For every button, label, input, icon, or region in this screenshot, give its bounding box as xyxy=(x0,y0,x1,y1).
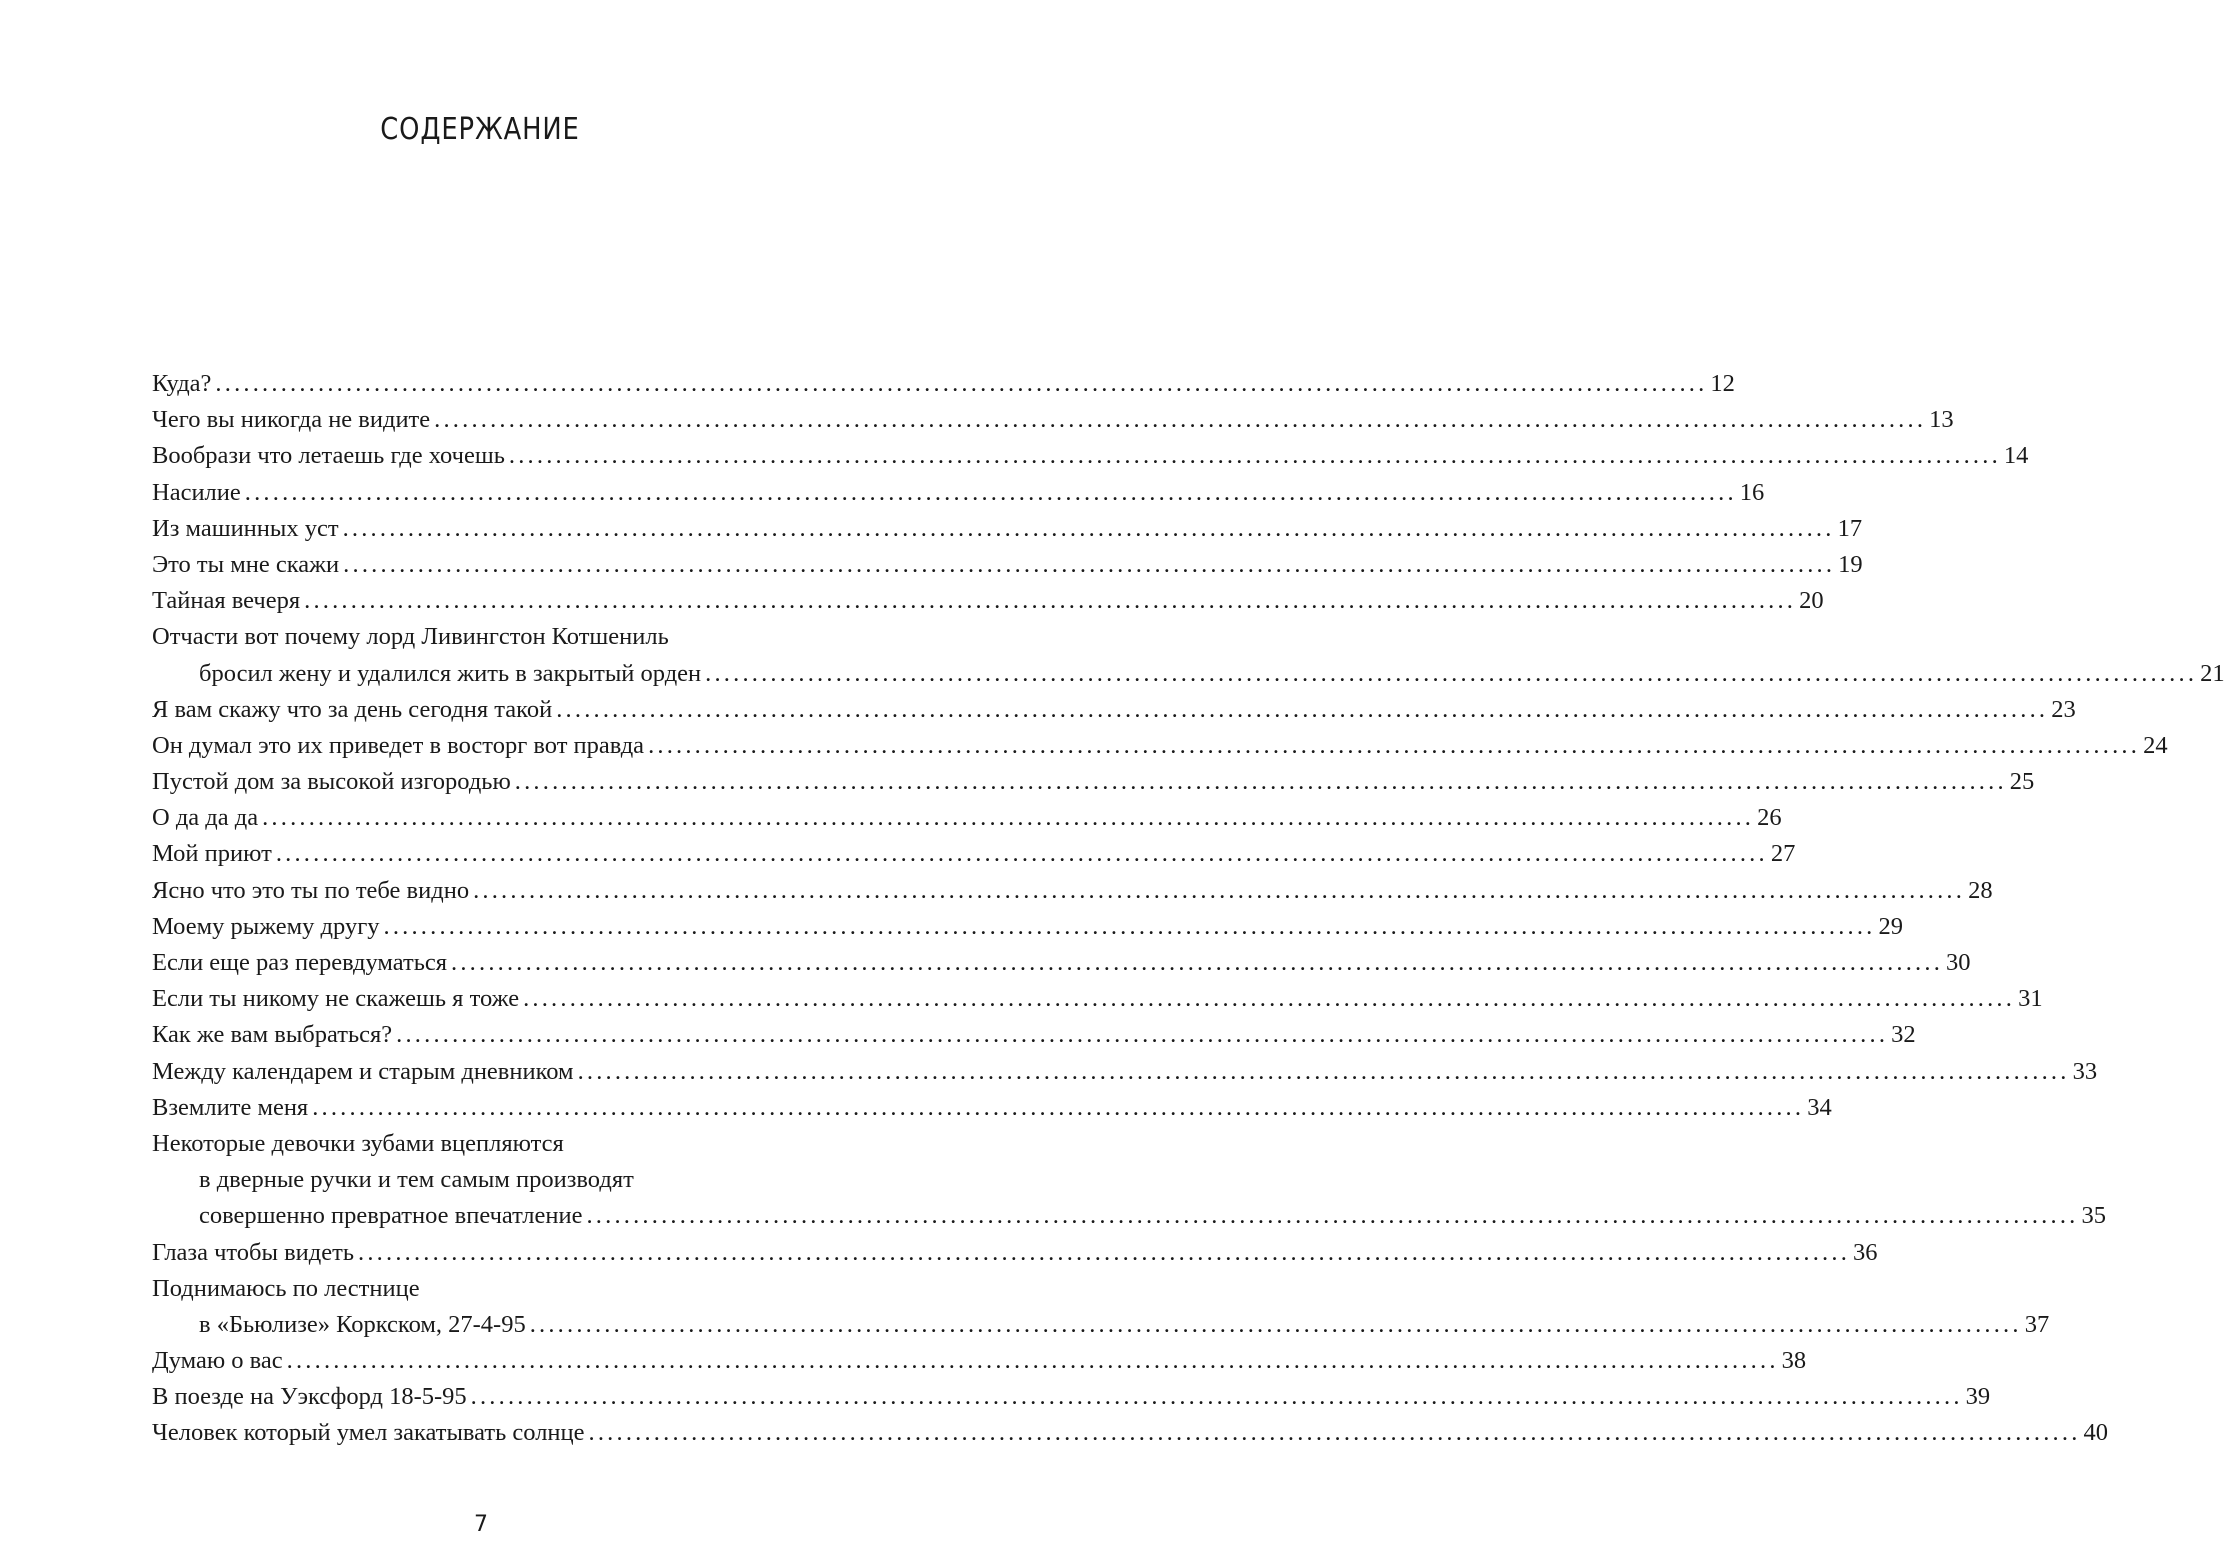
toc-entry-title: бросил жену и удалился жить в закрытый орден xyxy=(199,659,702,687)
toc-entry-page-number: 38 xyxy=(1781,1347,1807,1375)
dot-leader: ................................................................................................................................................................ xyxy=(470,1383,1963,1411)
toc-entry xyxy=(152,1090,1832,1126)
dot-leader: ................................................................................................................................................................ xyxy=(396,1021,1889,1049)
toc-entry-page-number: 32 xyxy=(1891,1021,1916,1049)
toc-entry-title: Чего вы никогда не видите xyxy=(152,406,431,434)
toc-entry-title: Тайная вечеря xyxy=(152,587,301,615)
toc-entry-title: Насилие xyxy=(152,478,241,506)
toc-entry xyxy=(152,1017,1916,1053)
toc-entry-line xyxy=(152,1054,2098,1090)
toc-entry-page-number: 23 xyxy=(2051,695,2076,723)
dot-leader: ................................................................................................................................................................ xyxy=(434,406,1927,434)
toc-entry-page-number: 19 xyxy=(1838,550,1863,578)
dot-leader: ................................................................................................................................................................ xyxy=(343,550,1836,578)
toc-entry-line xyxy=(152,583,1824,619)
toc-entry-page-number: 33 xyxy=(2072,1057,2098,1085)
toc-entry-title: Вземлите меня xyxy=(152,1093,309,1121)
toc-entry-page-number: 39 xyxy=(1965,1383,1991,1411)
toc-entry-title: Если еще раз перевдуматься xyxy=(152,949,448,976)
toc-entry-title: в дверные ручки и тем самым производят xyxy=(199,1166,634,1194)
toc-entry xyxy=(152,764,2035,800)
toc-entry-line xyxy=(152,1343,1807,1379)
toc-entry-page-number: 21 xyxy=(2200,659,2225,687)
dot-leader: ................................................................................................................................................................ xyxy=(529,1310,2022,1338)
toc-entry-title: О да да да xyxy=(152,804,259,832)
dot-leader: ................................................................................................................................................................ xyxy=(244,478,1737,506)
toc-entry-title: Он думал это их приведет в восторг вот правда xyxy=(152,731,645,759)
dot-leader: ................................................................................................................................................................ xyxy=(451,949,1944,976)
toc-entry xyxy=(152,981,2043,1017)
toc-entry-title: Как же вам выбраться? xyxy=(152,1021,393,1049)
toc-entry xyxy=(152,800,1782,836)
toc-entry-page-number: 30 xyxy=(1946,949,1971,976)
toc-entry-line xyxy=(152,728,2168,764)
toc-entry-page-number: 36 xyxy=(1853,1238,1878,1266)
toc-entry-title: Я вам скажу что за день сегодня такой xyxy=(152,695,553,723)
toc-entry-title: совершенно превратное впечатление xyxy=(199,1202,583,1230)
toc-entry xyxy=(152,1126,2106,1235)
toc-entry-line xyxy=(152,1307,2050,1343)
toc-entry xyxy=(152,402,1954,438)
toc-entry-line xyxy=(152,1379,1991,1415)
dot-leader: ................................................................................................................................................................ xyxy=(312,1093,1805,1121)
toc-entry xyxy=(152,1271,2050,1343)
toc-entry-line xyxy=(152,1415,2109,1451)
toc-entry-line xyxy=(152,547,1863,583)
toc-entry-page-number: 37 xyxy=(2024,1310,2050,1338)
toc-entry-line xyxy=(152,1017,1916,1053)
page-title: СОДЕРЖАНИЕ xyxy=(380,112,580,147)
dot-leader: ................................................................................................................................................................ xyxy=(523,985,2016,1013)
toc-entry-title: Из машинных уст xyxy=(152,514,339,542)
toc-entry-line xyxy=(152,764,2035,800)
dot-leader: ................................................................................................................................................................ xyxy=(304,587,1797,615)
toc-entry-page-number: 12 xyxy=(1710,370,1735,397)
toc-entry-line xyxy=(152,909,1903,945)
toc-entry-title: Человек который умел закатывать солнце xyxy=(152,1419,585,1447)
dot-leader: ................................................................................................................................................................ xyxy=(342,514,1835,542)
toc-entry-page-number: 24 xyxy=(2143,731,2168,759)
toc-entry-line xyxy=(152,1126,798,1162)
toc-entry-line xyxy=(152,402,1954,438)
dot-leader: ................................................................................................................................................................ xyxy=(588,1419,2081,1447)
toc-entry-page-number: 40 xyxy=(2083,1419,2109,1447)
toc-entry-page-number: 17 xyxy=(1837,514,1863,542)
toc-entry xyxy=(152,1343,1807,1379)
toc-entry xyxy=(152,583,1824,619)
toc-entry-title: Ясно что это ты по тебе видно xyxy=(152,876,470,904)
toc-entry xyxy=(152,836,1796,872)
toc-entry-line xyxy=(152,945,1971,981)
dot-leader: ................................................................................................................................................................ xyxy=(473,876,1966,904)
toc-entry xyxy=(152,1415,2109,1451)
toc-entry-page-number: 20 xyxy=(1799,587,1824,615)
toc-entry xyxy=(152,945,1971,981)
toc-entry-line xyxy=(152,366,1735,402)
dot-leader: ................................................................................................................................................................ xyxy=(577,1057,2070,1085)
toc-entry-title: Куда? xyxy=(152,370,212,397)
toc-entry-title: Вообрази что летаешь где хочешь xyxy=(152,442,505,470)
toc-entry-line xyxy=(152,475,1765,511)
toc-entry-page-number: 35 xyxy=(2081,1202,2106,1230)
toc-entry-line xyxy=(152,1198,2106,1234)
dot-leader: ................................................................................................................................................................ xyxy=(358,1238,1851,1266)
dot-leader: ................................................................................................................................................................ xyxy=(705,659,2198,687)
toc-entry-title: Пустой дом за высокой изгородью xyxy=(152,768,511,796)
toc-entry-page-number: 28 xyxy=(1968,876,1993,904)
toc-entry-title: Некоторые девочки зубами вцепляются xyxy=(152,1129,564,1157)
toc-entry-page-number: 13 xyxy=(1929,406,1954,434)
dot-leader: ................................................................................................................................................................ xyxy=(508,442,2001,470)
toc-entry xyxy=(152,547,1863,583)
toc-entry-line xyxy=(152,1090,1832,1126)
toc-entry-line xyxy=(152,438,2029,474)
dot-leader: ................................................................................................................................................................ xyxy=(286,1347,1779,1375)
toc-entry-line xyxy=(152,1271,798,1307)
toc-entry-title: Если ты никому не скажешь я тоже xyxy=(152,985,520,1013)
toc-entry xyxy=(152,438,2029,474)
toc-entry-page-number: 26 xyxy=(1757,804,1782,832)
toc-entry xyxy=(152,1054,2098,1090)
toc-entry-title: Мой приют xyxy=(152,840,272,868)
toc-entry-line xyxy=(152,511,1863,547)
toc-entry-title: в «Бьюлизе» Коркском, 27-4-95 xyxy=(199,1310,526,1338)
dot-leader: ................................................................................................................................................................ xyxy=(514,768,2007,796)
toc-entry-page-number: 27 xyxy=(1770,840,1796,868)
toc-entry-line xyxy=(152,981,2043,1017)
toc-entry-title: Это ты мне скажи xyxy=(152,550,340,578)
toc-entry xyxy=(152,692,2076,728)
dot-leader: ................................................................................................................................................................ xyxy=(215,370,1708,397)
toc-entry-page-number: 29 xyxy=(1878,912,1903,940)
toc-entry-line xyxy=(152,1162,798,1198)
page-number: 7 xyxy=(474,1512,488,1537)
toc-entry xyxy=(152,619,2225,691)
dot-leader: ................................................................................................................................................................ xyxy=(556,695,2049,723)
toc-entry-line xyxy=(152,836,1796,872)
toc-entry-page-number: 31 xyxy=(2018,985,2043,1013)
dot-leader: ................................................................................................................................................................ xyxy=(383,912,1876,940)
toc-entry-page-number: 25 xyxy=(2009,768,2035,796)
toc-entry-page-number: 14 xyxy=(2003,442,2029,470)
toc-entry-title: Отчасти вот почему лорд Ливингстон Котшениль xyxy=(152,623,669,651)
toc-entry-page-number: 16 xyxy=(1739,478,1765,506)
toc-entry-title: Моему рыжему другу xyxy=(152,912,380,940)
toc-entry-title: Между календарем и старым дневником xyxy=(152,1057,574,1085)
toc-entry-line xyxy=(152,873,1993,909)
dot-leader: ................................................................................................................................................................ xyxy=(586,1202,2079,1230)
toc-entry-title: В поезде на Уэксфорд 18-5-95 xyxy=(152,1383,467,1411)
toc-entry-line xyxy=(152,692,2076,728)
table-of-contents xyxy=(152,366,2225,1452)
toc-entry xyxy=(152,511,1863,547)
toc-entry xyxy=(152,909,1903,945)
toc-entry-line xyxy=(152,1235,1878,1271)
toc-entry-title: Поднимаюсь по лестнице xyxy=(152,1274,420,1302)
toc-entry xyxy=(152,366,1735,402)
toc-entry xyxy=(152,873,1993,909)
toc-entry xyxy=(152,1379,1991,1415)
dot-leader: ................................................................................................................................................................ xyxy=(275,840,1768,868)
dot-leader: ................................................................................................................................................................ xyxy=(648,731,2141,759)
dot-leader: ................................................................................................................................................................ xyxy=(262,804,1755,832)
toc-entry xyxy=(152,728,2168,764)
toc-entry-page-number: 34 xyxy=(1807,1093,1832,1121)
toc-entry xyxy=(152,475,1765,511)
toc-entry-line xyxy=(152,800,1782,836)
toc-entry-title: Глаза чтобы видеть xyxy=(152,1238,355,1266)
toc-entry xyxy=(152,1235,1878,1271)
toc-entry-line xyxy=(152,656,2225,692)
toc-entry-line xyxy=(152,619,798,655)
toc-entry-title: Думаю о вас xyxy=(152,1347,283,1375)
